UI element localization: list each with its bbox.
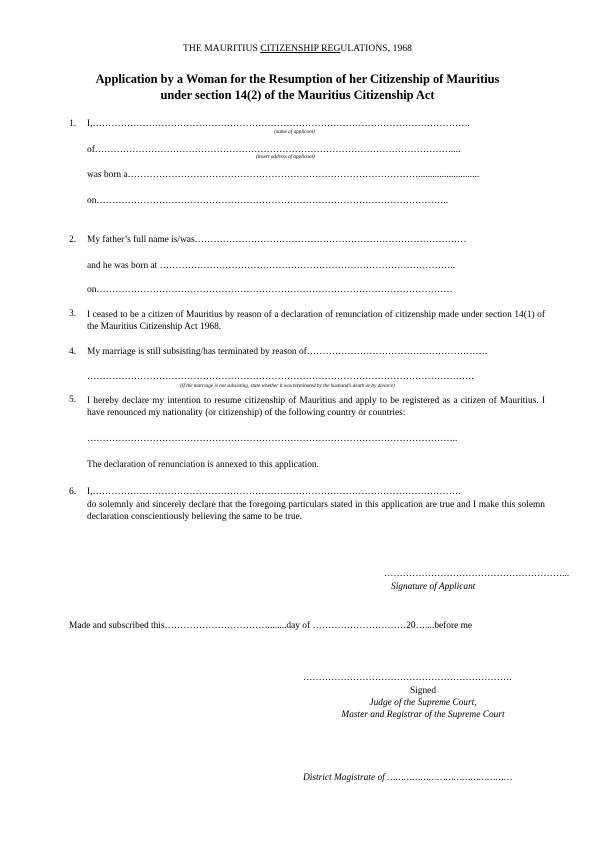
applicant-name-line: I,………………………………………………………………………………………………………….	[87, 119, 470, 129]
applicant-signature-label: Signature of Applicant	[391, 582, 476, 592]
header-text-start: THE MAURITIUS	[182, 44, 261, 54]
section-3-number: 3.	[69, 309, 77, 319]
registrar-role: Master and Registrar of the Supreme Court	[341, 710, 505, 720]
section-1-number: 1.	[69, 119, 77, 129]
judge-role: Judge of the Supreme Court,	[369, 698, 477, 708]
marriage-reason-line: …………………………………………………………………………………………………………….	[87, 372, 474, 382]
section-6-number: 6.	[69, 487, 77, 497]
applicant-signature-line: …………………………………………………...	[384, 569, 570, 579]
solemn-declaration: do solemnly and sincerely declare that the foregoing particulars stated in this application are true and I make this solemn declaration conscientiously believing the same to be true.	[87, 500, 545, 522]
annex-note: The declaration of renunciation is annexed to this application.	[87, 460, 319, 470]
father-birthdate-line: on……………………………………………………………………………………………………	[87, 285, 453, 295]
applicant-birthplace-line: was born a…………………………………………………………………………………..........................	[87, 170, 480, 180]
declarant-name-line: I,……………………………………………………………………………………………………….	[87, 487, 461, 497]
district-magistrate-line: District Magistrate of ………………………………………	[303, 773, 513, 783]
section-5-number: 5.	[69, 395, 77, 405]
renunciation-statement: I ceased to be a citizen of Mauritius by reason of a declaration of renunciation of citizenship made under section 14(1) of the Mauritius Citizenship Act 1968.	[87, 310, 545, 332]
header-text-end: ULATIONS, 1968	[340, 44, 413, 54]
signed-label: Signed	[409, 686, 437, 696]
renounced-country-line: ………………………………………………………………………………………………………..	[87, 434, 458, 444]
header-text-underlined: CITIZENSHIP REG	[260, 44, 341, 54]
father-birthplace-line: and he was born at …………………………………………………………………………………..	[87, 261, 455, 271]
form-title-line-2: under section 14(2) of the Mauritius Citizenship Act	[160, 88, 435, 102]
marriage-hint: (If the marriage is not subsisting, state whether it was terminated by the husband’s death or by divorce)	[180, 383, 395, 389]
intention-statement: I hereby declare my intention to resume citizenship of Mauritius and apply to be registered as a citizen of Mauritius. I have renounced my nationality (or citizenship) of the following country or countries:	[87, 396, 545, 418]
regulations-header	[0, 44, 595, 54]
father-name-line: My father’s full name is/was……………………………………………………………………………	[87, 235, 467, 245]
official-signature-line: ………………………………………………………….	[303, 673, 512, 683]
section-4-number: 4.	[69, 347, 77, 357]
made-and-subscribed-line: Made and subscribed this……………………………........day of …………………………20…....before me	[69, 621, 473, 631]
applicant-address-line: of……………………………………………………………………………………………………....	[87, 145, 461, 155]
marriage-status-line: My marriage is still subsisting/has terminated by reason of………………………………………………….	[87, 347, 488, 357]
applicant-name-hint: (name of applicant)	[274, 129, 315, 135]
applicant-address-hint: (insert address of applicant)	[256, 154, 315, 160]
section-2-number: 2.	[69, 235, 77, 245]
applicant-birthdate-line: on…………………………………………………………………………………………………..	[87, 196, 448, 206]
form-title-line-1: Application by a Woman for the Resumption of her Citizenship of Mauritius	[95, 72, 500, 86]
